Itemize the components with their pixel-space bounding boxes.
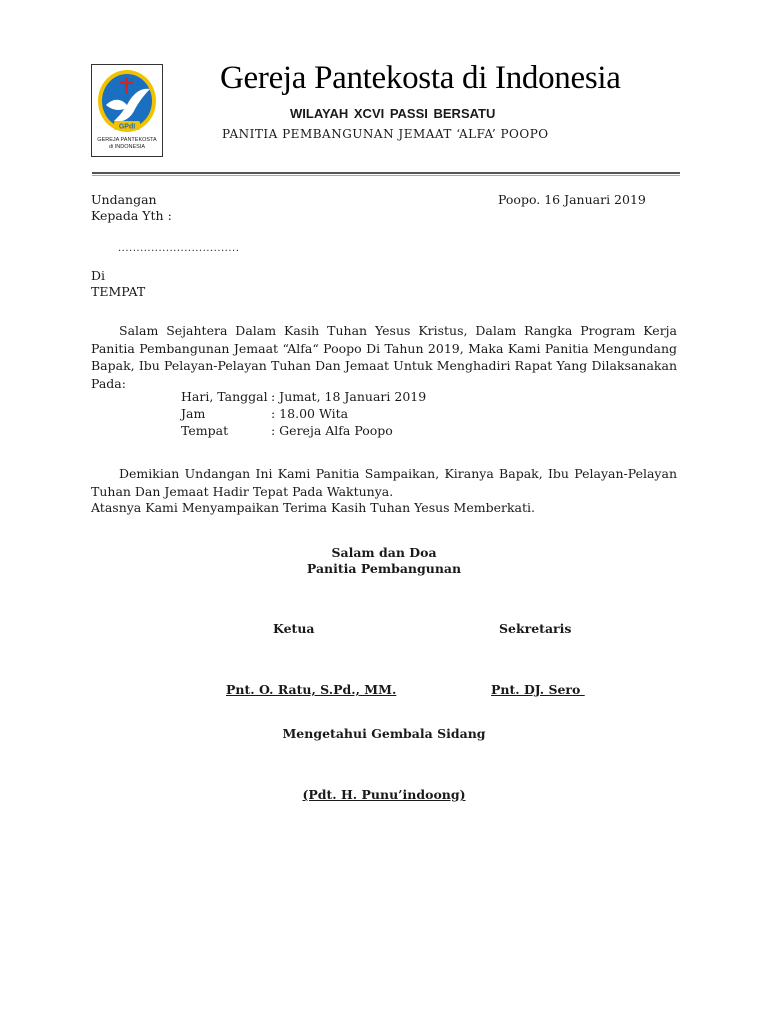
secretary-title: Sekretaris xyxy=(499,621,572,636)
chairman-title: Ketua xyxy=(273,621,315,636)
secretary-name: Pnt. DJ. Sero xyxy=(491,682,585,697)
church-logo xyxy=(91,64,163,157)
committee-signature-line: Panitia Pembangunan xyxy=(306,561,462,576)
header-divider xyxy=(92,172,680,174)
letter-date: Poopo. 16 Januari 2019 xyxy=(498,192,646,207)
detail-label-time: Jam xyxy=(181,406,206,421)
detail-value-time: : 18.00 Wita xyxy=(271,406,349,421)
recipient-label: Kepada Yth : xyxy=(91,208,172,223)
logo-caption-line2: di INDONESIA xyxy=(108,144,146,150)
letter-subject: Undangan xyxy=(91,192,157,207)
organization-name: Gereja Pantekosta di Indonesia xyxy=(220,60,621,96)
recipient-placeholder: ................................. xyxy=(118,243,240,254)
header-divider-thin xyxy=(92,175,680,176)
detail-value-place: : Gereja Alfa Poopo xyxy=(271,423,393,438)
detail-value-date: : Jumat, 18 Januari 2019 xyxy=(271,389,427,404)
body-paragraph: Salam Sejahtera Dalam Kasih Tuhan Yesus Kristus, Dalam Rangka Program Kerja Panitia Pembangunan Jemaat “Alfa“ Poopo Di Tahun 2019, Maka Kami Panitia Mengundang Bapak, Ibu Pelayan-Pelayan Tuhan Dan Jemaat Untuk Menghadiri Rapat Yang Dilaksanakan Pada: xyxy=(91,323,677,391)
detail-label-place: Tempat xyxy=(181,423,229,438)
region-line: WILAYAH XCVI PASSI BERSATU xyxy=(290,106,496,121)
pastor-name: (Pdt. H. Punu’indoong) xyxy=(302,787,466,802)
committee-line: PANITIA PEMBANGUNAN JEMAAT ‘ALFA’ POOPO xyxy=(222,127,549,141)
place-label: TEMPAT xyxy=(91,284,146,299)
detail-label-date: Hari, Tanggal xyxy=(181,389,268,404)
chairman-name: Pnt. O. Ratu, S.Pd., MM. xyxy=(226,682,397,697)
greeting-line: Salam dan Doa xyxy=(331,545,437,560)
logo-badge-text: GPdI xyxy=(118,123,136,131)
thanks-line: Atasnya Kami Menyampaikan Terima Kasih Tuhan Yesus Memberkati. xyxy=(91,500,535,515)
di-label: Di xyxy=(91,268,106,283)
logo-caption-line1: GEREJA PANTEKOSTA xyxy=(97,137,157,143)
acknowledge-line: Mengetahui Gembala Sidang xyxy=(282,726,486,741)
closing-paragraph: Demikian Undangan Ini Kami Panitia Sampaikan, Kiranya Bapak, Ibu Pelayan-Pelayan Tuhan Dan Jemaat Hadir Tepat Pada Waktunya. xyxy=(91,466,677,499)
